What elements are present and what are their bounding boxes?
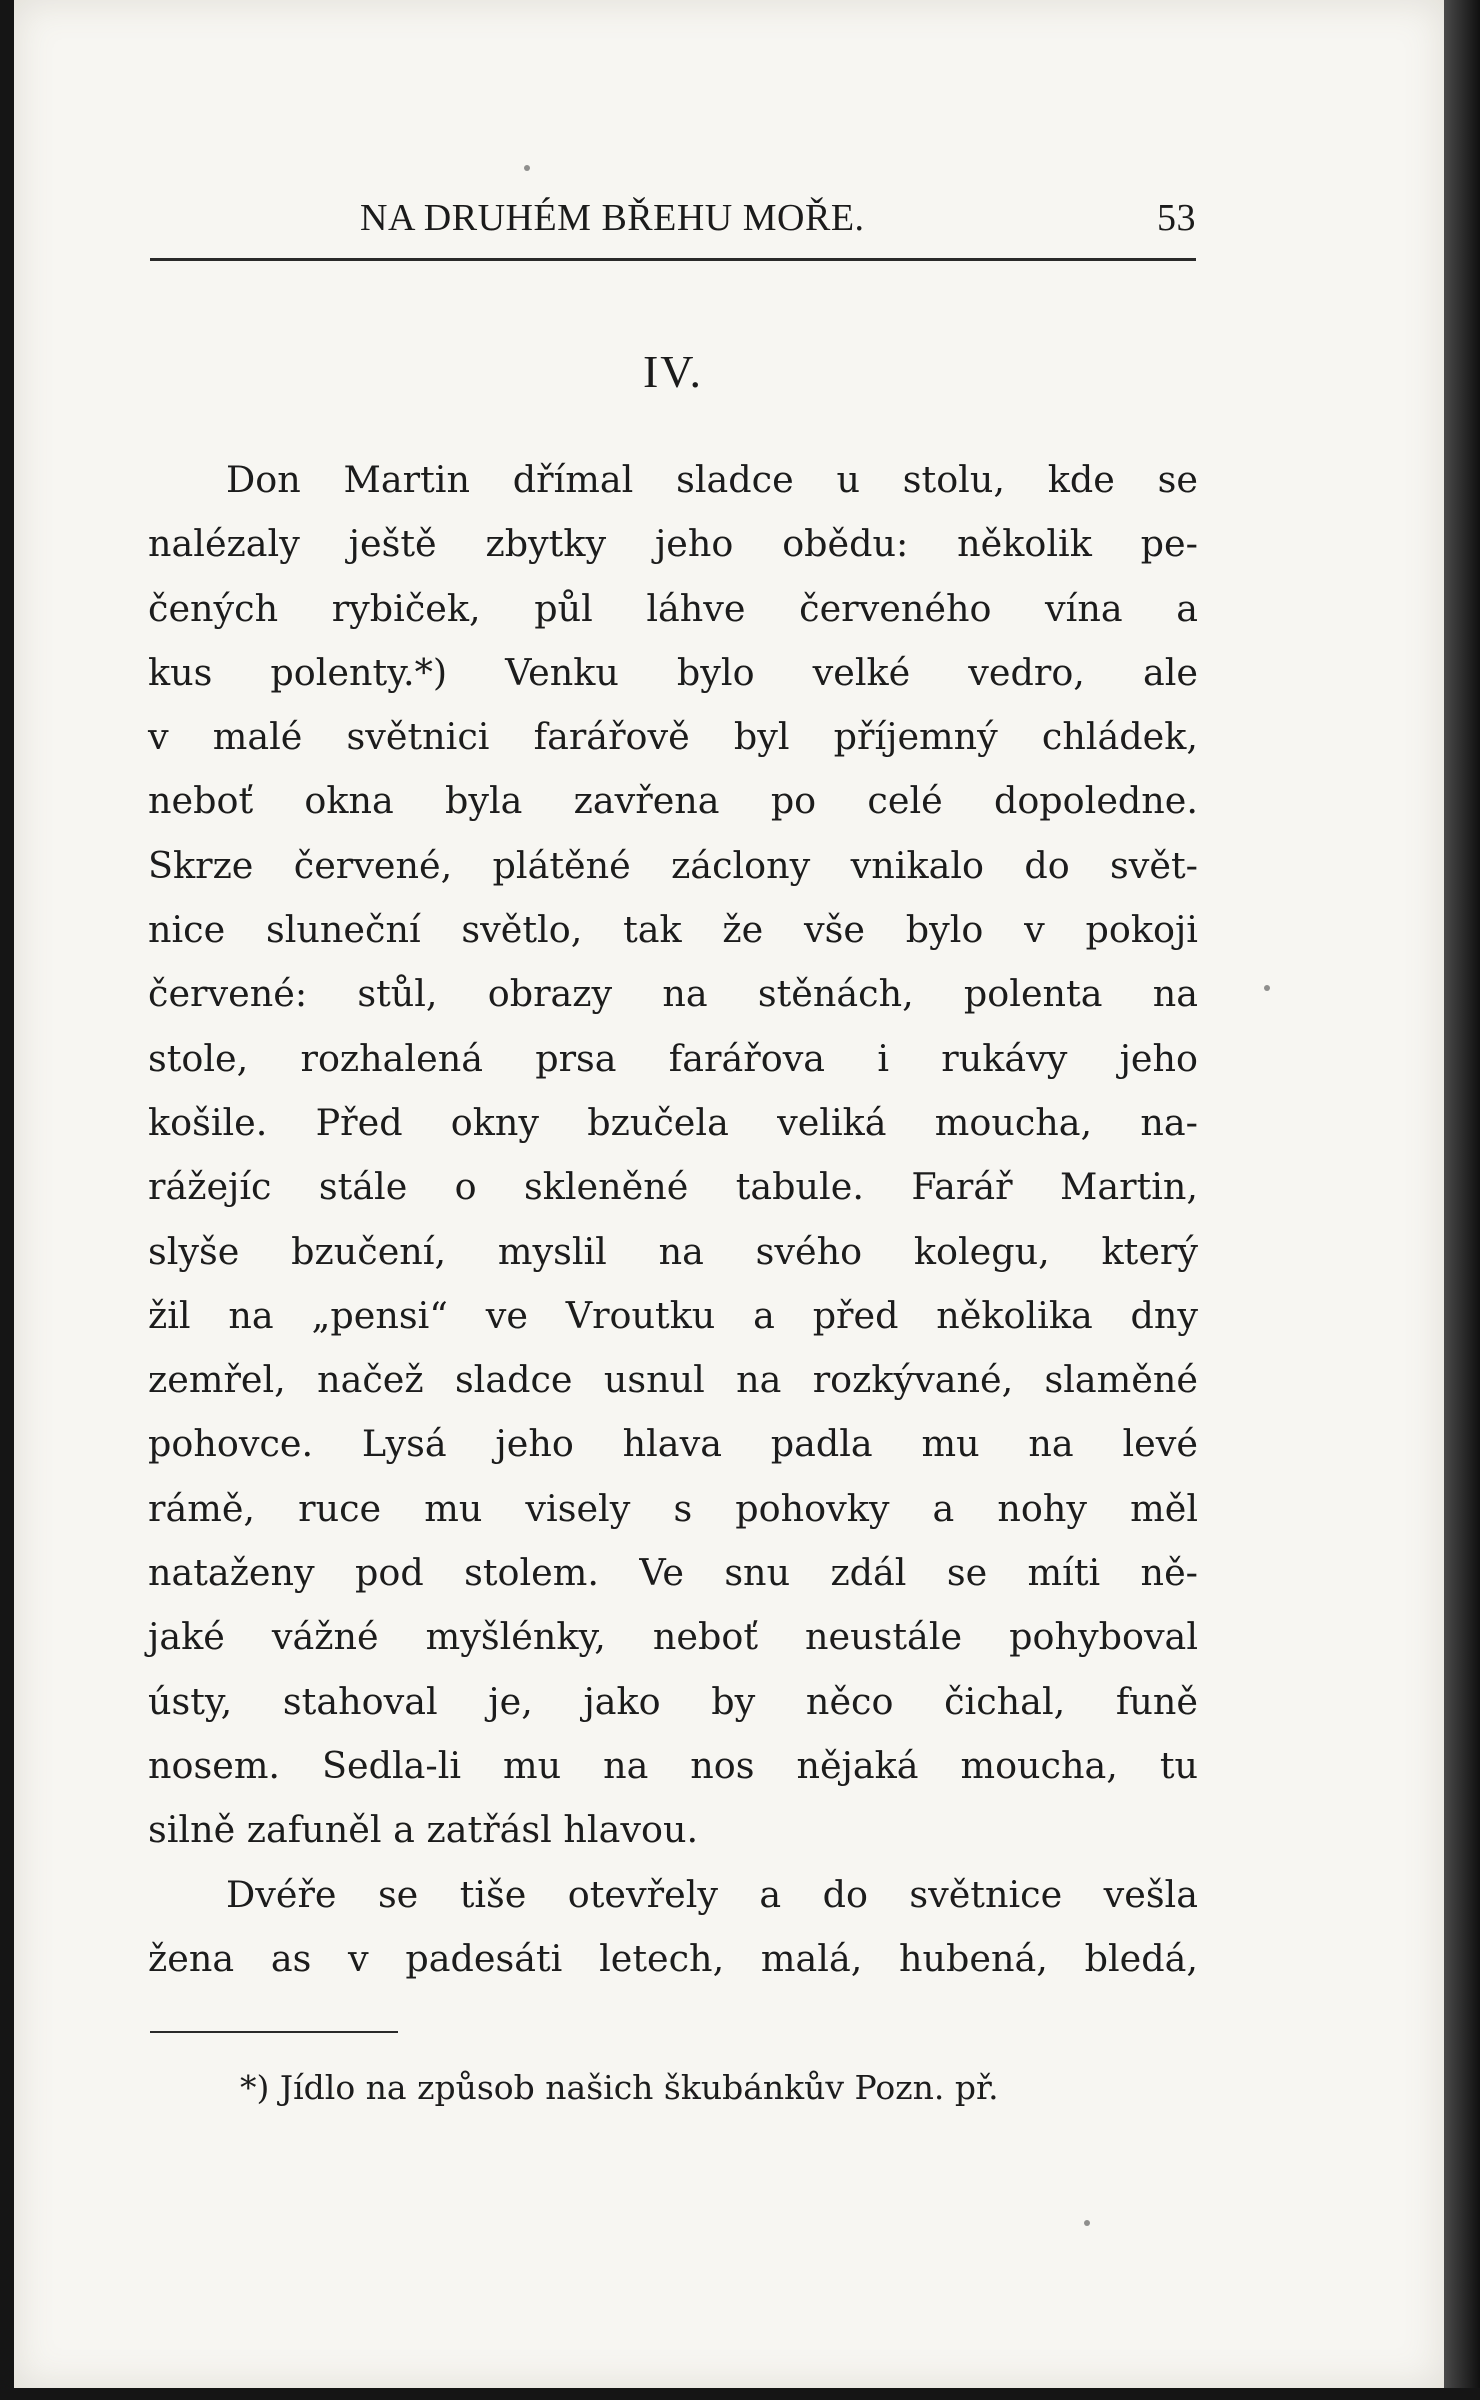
body-text xyxy=(148,448,1198,1991)
running-header xyxy=(150,190,1196,250)
text-line: Don Martin dřímal sladce u stolu, kde se xyxy=(226,458,1198,501)
text-line: neboť okna byla zavřena po celé dopoledne. xyxy=(148,779,1198,823)
text-line: nosem. Sedla-li mu na nos nějaká moucha, tu xyxy=(148,1743,1198,1787)
ink-speck xyxy=(1084,2220,1090,2226)
text-line: nataženy pod stolem. Ve snu zdál se míti ně- xyxy=(148,1551,1198,1595)
text-line: ústy, stahoval je, jako by něco čichal, funě xyxy=(148,1679,1198,1723)
text-line: silně zafuněl a zatřásl hlavou. xyxy=(148,1808,699,1852)
ink-speck xyxy=(1264,985,1270,991)
text-line: nalézaly ještě zbytky jeho obědu: několik pe- xyxy=(148,522,1198,566)
text-line: stole, rozhalená prsa farářova i rukávy jeho xyxy=(148,1036,1198,1080)
text-line: košile. Před okny bzučela veliká moucha, na- xyxy=(148,1100,1198,1144)
text-line: žena as v padesáti letech, malá, hubená, bledá, xyxy=(148,1936,1198,1980)
scan-bottom-edge xyxy=(0,2388,1480,2400)
text-line: v malé světnici farářově byl příjemný chládek, xyxy=(148,715,1198,759)
text-line: Skrze červené, plátěné záclony vnikalo do svět- xyxy=(148,843,1198,887)
footnote-rule xyxy=(150,2031,398,2033)
text-line: červené: stůl, obrazy na stěnách, polenta na xyxy=(148,972,1198,1016)
page-number: 53 xyxy=(1157,197,1196,239)
text-line: Dvéře se tiše otevřely a do světnice vešla xyxy=(226,1872,1198,1916)
text-line: pohovce. Lysá jeho hlava padla mu na levé xyxy=(148,1422,1198,1466)
text-line: jaké vážné myšlénky, neboť neustále pohyboval xyxy=(148,1615,1198,1659)
text-line: kus polenty.*) Venku bylo velké vedro, ale xyxy=(148,650,1198,694)
header-rule xyxy=(150,258,1196,261)
text-line: slyše bzučení, myslil na svého kolegu, který xyxy=(148,1229,1198,1273)
scan-right-edge xyxy=(1444,0,1480,2400)
chapter-heading: IV. xyxy=(642,346,704,397)
text-line: zemřel, načež sladce usnul na rozkývané, slaměné xyxy=(148,1358,1198,1402)
scan-left-edge xyxy=(0,0,14,2400)
footnote: *) Jídlo na způsob našich škubánkův Pozn. př. xyxy=(240,2068,999,2107)
text-line: rážejíc stále o skleněné tabule. Farář Martin, xyxy=(148,1165,1198,1209)
text-line: čených rybiček, půl láhve červeného vína a xyxy=(148,586,1198,630)
ink-speck xyxy=(524,165,530,171)
text-line: nice sluneční světlo, tak že vše bylo v pokoji xyxy=(148,908,1198,952)
text-line: žil na „pensi“ ve Vroutku a před několika dny xyxy=(148,1293,1198,1337)
text-line: rámě, ruce mu visely s pohovky a nohy měl xyxy=(148,1486,1198,1530)
running-title: NA DRUHÉM BŘEHU MOŘE. xyxy=(360,197,865,239)
